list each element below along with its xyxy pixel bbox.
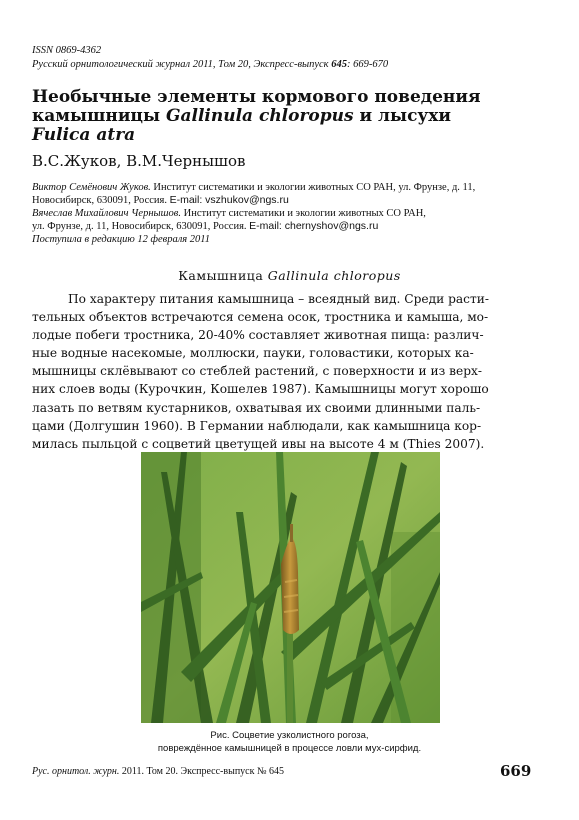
body-paragraph (32, 290, 543, 453)
text-line: цами (Долгушин 1960). В Германии наблюдали, как камышница кор- (32, 418, 482, 433)
issn: ISSN 0869-4362 (32, 45, 102, 56)
caption-line-1: Рис. Соцветие узколистного рогоза, (210, 730, 369, 741)
text-line: тельных объектов встречаются семена осок, тростника и камыша, мо- (32, 310, 489, 325)
journal-header (32, 44, 388, 72)
text-line: них слоев воды (Курочкин, Кошелев 1987). Камышницы могут хорошо (32, 382, 489, 397)
page-number: 669 (500, 762, 532, 780)
title-line-1: Необычные элементы кормового поведения (32, 87, 481, 107)
text-line: По характеру питания камышница – всеядный вид. Среди расти- (68, 292, 489, 306)
affiliation-2: Вячеслав Михайлович Чернышов. Институт систематики и экологии животных СО РАН, ул. Фрунзе, д. 11, Новосибирск, 630091, Россия. E-mail: chernyshov@ngs.ru (32, 208, 426, 232)
title-line-2: камышницы Gallinula chloropus и лысухи (32, 106, 452, 126)
caption-line-2: повреждённое камышницей в процессе ловли мух-сирфид. (157, 743, 422, 754)
text-line: мышницы склёвывают со стеблей растений, с поверхности и из верх- (32, 364, 482, 379)
text-line: лодые побеги тростника, 20-40% составляет животная пища: различ- (32, 328, 484, 343)
email-link[interactable]: E-mail: vszhukov@ngs.ru (169, 194, 289, 206)
journal-line: Русский орнитологический журнал 2011, Том 20, Экспресс-выпуск 645: 669-670 (32, 59, 389, 70)
page-footer: Рус. орнитол. журн. 2011. Том 20. Экспресс-выпуск № 645 (32, 766, 285, 777)
text-line: ные водные насекомые, моллюски, пауки, головастики, которых ка- (32, 346, 474, 361)
received-date: Поступила в редакцию 12 февраля 2011 (32, 234, 210, 245)
affiliation-1: Виктор Семёнович Жуков. Институт систематики и экологии животных СО РАН, ул. Фрунзе, д. 11, Новосибирск, 630091, Россия. E-mail: vszhukov@ngs.ru (32, 182, 476, 206)
email-link[interactable]: E-mail: chernyshov@ngs.ru (249, 220, 379, 232)
text-line: милась пыльцой с соцветий цветущей ивы на высоте 4 м (Thies 2007). (32, 436, 485, 451)
authors: В.С.Жуков, В.М.Чернышов (32, 152, 246, 170)
figure-caption (0, 729, 579, 755)
article-title (32, 88, 512, 145)
section-heading: Камышница Gallinula chloropus (178, 268, 401, 283)
text-line: лазать по ветвям кустарников, охватывая их своими длинными паль- (32, 400, 481, 415)
title-line-3: Fulica atra (32, 125, 136, 145)
cattail-photo (141, 452, 440, 723)
